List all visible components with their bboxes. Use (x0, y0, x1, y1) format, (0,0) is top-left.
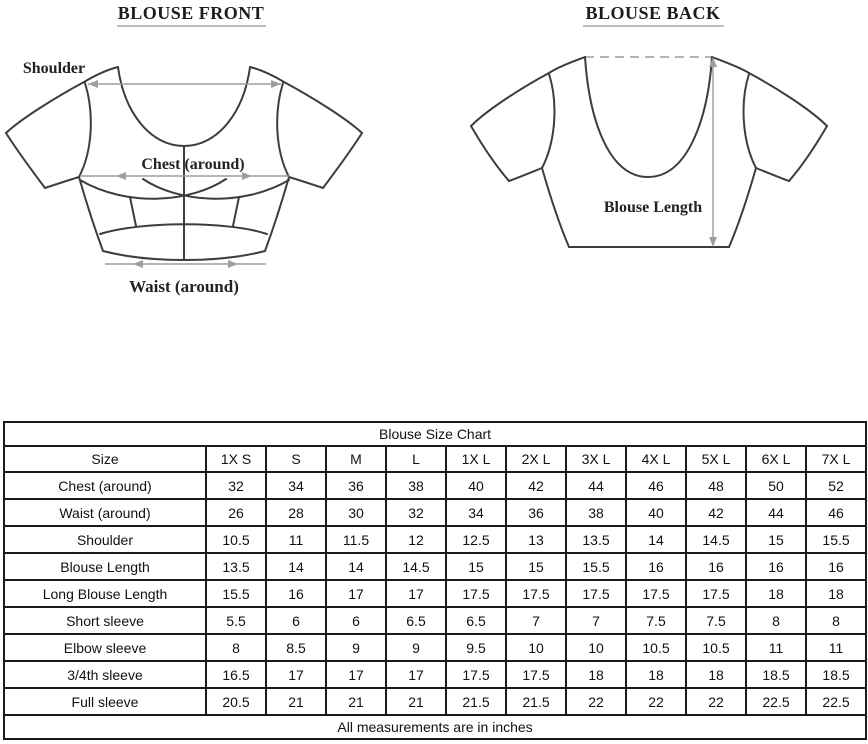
front-right-armhole (277, 83, 289, 177)
table-cell: 9.5 (446, 634, 506, 661)
shoulder-arrowhead-left-icon (88, 80, 98, 88)
back-blouse-drawing (471, 57, 827, 247)
table-cell: 17.5 (446, 661, 506, 688)
table-cell: 14 (266, 553, 326, 580)
table-cell: 15 (506, 553, 566, 580)
header-cell: 1X L (446, 446, 506, 472)
back-measurements (709, 57, 717, 247)
table-cell: 6 (266, 607, 326, 634)
table-cell: 9 (386, 634, 446, 661)
table-cell: 18 (626, 661, 686, 688)
table-cell: 18 (806, 580, 866, 607)
front-right-bust-seam (143, 179, 289, 199)
chest-label: Chest (around) (141, 156, 245, 173)
row-label: Chest (around) (4, 472, 206, 499)
table-cell: 42 (686, 499, 746, 526)
back-left-armhole (542, 74, 554, 168)
table-cell: 46 (626, 472, 686, 499)
table-cell: 48 (686, 472, 746, 499)
header-cell: 4X L (626, 446, 686, 472)
table-cell: 22 (566, 688, 626, 715)
table-cell: 8 (746, 607, 806, 634)
table-row (4, 553, 866, 580)
table-cell: 6 (326, 607, 386, 634)
table-cell: 20.5 (206, 688, 266, 715)
back-neckline (585, 57, 712, 177)
header-cell: 2X L (506, 446, 566, 472)
front-left-dart (130, 197, 136, 226)
waist-arrowhead-right-icon (228, 260, 238, 268)
waist-arrowhead-left-icon (133, 260, 143, 268)
table-row (4, 472, 866, 499)
table-cell: 9 (326, 634, 386, 661)
table-cell: 7.5 (686, 607, 746, 634)
table-cell: 7.5 (626, 607, 686, 634)
table-cell: 10 (506, 634, 566, 661)
table-footer-row (4, 715, 866, 739)
table-footer-note: All measurements are in inches (4, 715, 866, 739)
header-cell: M (326, 446, 386, 472)
front-left-armhole (79, 83, 91, 177)
table-cell: 6.5 (446, 607, 506, 634)
front-right-sleeve-edge (323, 133, 362, 188)
table-cell: 7 (566, 607, 626, 634)
table-cell: 17.5 (506, 661, 566, 688)
table-cell: 17.5 (506, 580, 566, 607)
table-cell: 16 (266, 580, 326, 607)
table-cell: 14.5 (686, 526, 746, 553)
table-cell: 11.5 (326, 526, 386, 553)
table-cell: 17 (386, 661, 446, 688)
row-label: Elbow sleeve (4, 634, 206, 661)
table-cell: 10.5 (206, 526, 266, 553)
back-right-sleeve-edge (789, 126, 827, 181)
table-title: Blouse Size Chart (4, 422, 866, 446)
back-diagram-title: BLOUSE BACK (585, 3, 721, 23)
table-cell: 22.5 (806, 688, 866, 715)
table-cell: 17.5 (566, 580, 626, 607)
back-left-body-side (542, 168, 569, 247)
table-cell: 13.5 (206, 553, 266, 580)
table-cell: 36 (506, 499, 566, 526)
row-label: Short sleeve (4, 607, 206, 634)
table-row (4, 607, 866, 634)
row-label: Blouse Length (4, 553, 206, 580)
table-cell: 16.5 (206, 661, 266, 688)
table-cell: 22 (626, 688, 686, 715)
header-cell: 1X S (206, 446, 266, 472)
front-left-bust-seam (80, 179, 226, 199)
table-row (4, 688, 866, 715)
table-cell: 11 (746, 634, 806, 661)
back-right-sleeve-hem (756, 168, 789, 181)
front-right-sleeve-hem (289, 177, 323, 188)
front-diagram-title: BLOUSE FRONT (117, 3, 265, 23)
chest-arrowhead-right-icon (242, 172, 252, 180)
row-label: Long Blouse Length (4, 580, 206, 607)
back-right-sleeve-outer (749, 73, 827, 126)
table-cell: 11 (806, 634, 866, 661)
table-cell: 32 (386, 499, 446, 526)
table-cell: 15 (746, 526, 806, 553)
table-cell: 44 (566, 472, 626, 499)
table-cell: 16 (686, 553, 746, 580)
back-right-armhole (744, 74, 756, 168)
row-label: Shoulder (4, 526, 206, 553)
table-cell: 14 (326, 553, 386, 580)
table-cell: 18 (566, 661, 626, 688)
table-cell: 17 (266, 661, 326, 688)
table-cell: 21.5 (506, 688, 566, 715)
table-cell: 40 (446, 472, 506, 499)
table-cell: 14.5 (386, 553, 446, 580)
row-label: Waist (around) (4, 499, 206, 526)
table-cell: 32 (206, 472, 266, 499)
table-row (4, 661, 866, 688)
header-cell: 3X L (566, 446, 626, 472)
table-cell: 21 (386, 688, 446, 715)
table-cell: 18.5 (746, 661, 806, 688)
back-right-shoulder-seam (712, 57, 749, 73)
back-left-sleeve-outer (471, 73, 549, 126)
chest-arrowhead-left-icon (116, 172, 126, 180)
table-cell: 15.5 (806, 526, 866, 553)
table-cell: 26 (206, 499, 266, 526)
table-cell: 15.5 (566, 553, 626, 580)
front-right-shoulder-seam (250, 67, 284, 82)
table-cell: 14 (626, 526, 686, 553)
table-cell: 34 (446, 499, 506, 526)
table-cell: 7 (506, 607, 566, 634)
shoulder-arrowhead-right-icon (271, 80, 281, 88)
header-cell: 5X L (686, 446, 746, 472)
table-cell: 17.5 (626, 580, 686, 607)
header-cell: Size (4, 446, 206, 472)
table-cell: 12.5 (446, 526, 506, 553)
table-cell: 16 (806, 553, 866, 580)
front-neckline (118, 67, 250, 146)
blouse-length-arrowhead-bottom-icon (709, 237, 717, 247)
table-row (4, 580, 866, 607)
table-row (4, 499, 866, 526)
table-cell: 44 (746, 499, 806, 526)
table-cell: 21 (326, 688, 386, 715)
table-cell: 30 (326, 499, 386, 526)
table-cell: 5.5 (206, 607, 266, 634)
table-cell: 36 (326, 472, 386, 499)
back-right-body-side (729, 168, 756, 247)
front-right-dart (233, 197, 239, 226)
waist-label: Waist (around) (129, 277, 239, 296)
front-right-body-side (265, 177, 289, 251)
table-cell: 13 (506, 526, 566, 553)
row-label: 3/4th sleeve (4, 661, 206, 688)
header-cell: 6X L (746, 446, 806, 472)
table-cell: 15.5 (206, 580, 266, 607)
front-right-sleeve-outer (284, 82, 362, 133)
table-cell: 17.5 (446, 580, 506, 607)
table-cell: 17 (326, 661, 386, 688)
table-cell: 10.5 (626, 634, 686, 661)
shoulder-label: Shoulder (22, 60, 86, 77)
size-chart-table (3, 421, 867, 740)
table-cell: 18 (746, 580, 806, 607)
table-cell: 38 (386, 472, 446, 499)
header-cell: L (386, 446, 446, 472)
front-left-sleeve-outer (6, 82, 84, 133)
table-cell: 50 (746, 472, 806, 499)
table-cell: 22 (686, 688, 746, 715)
table-cell: 42 (506, 472, 566, 499)
table-cell: 18 (686, 661, 746, 688)
table-cell: 52 (806, 472, 866, 499)
table-cell: 6.5 (386, 607, 446, 634)
table-cell: 40 (626, 499, 686, 526)
header-cell: 7X L (806, 446, 866, 472)
table-cell: 10 (566, 634, 626, 661)
table-cell: 10.5 (686, 634, 746, 661)
table-cell: 16 (626, 553, 686, 580)
table-cell: 21.5 (446, 688, 506, 715)
table-row (4, 526, 866, 553)
front-left-sleeve-edge (6, 133, 45, 188)
table-cell: 34 (266, 472, 326, 499)
table-cell: 16 (746, 553, 806, 580)
table-cell: 15 (446, 553, 506, 580)
table-cell: 38 (566, 499, 626, 526)
table-cell: 12 (386, 526, 446, 553)
front-left-sleeve-hem (45, 177, 79, 188)
table-cell: 46 (806, 499, 866, 526)
row-label: Full sleeve (4, 688, 206, 715)
front-left-body-side (79, 177, 103, 251)
table-cell: 21 (266, 688, 326, 715)
table-cell: 17 (326, 580, 386, 607)
front-left-shoulder-seam (84, 67, 118, 82)
table-cell: 11 (266, 526, 326, 553)
blouse-length-label: Blouse Length (603, 199, 703, 216)
back-left-shoulder-seam (549, 57, 585, 73)
table-cell: 8 (206, 634, 266, 661)
table-cell: 17 (386, 580, 446, 607)
table-cell: 22.5 (746, 688, 806, 715)
table-header-row (4, 446, 866, 472)
back-left-sleeve-edge (471, 126, 509, 181)
back-left-sleeve-hem (509, 168, 542, 181)
table-cell: 17.5 (686, 580, 746, 607)
table-cell: 18.5 (806, 661, 866, 688)
table-cell: 28 (266, 499, 326, 526)
header-cell: S (266, 446, 326, 472)
table-cell: 8 (806, 607, 866, 634)
table-cell: 13.5 (566, 526, 626, 553)
table-row (4, 634, 866, 661)
table-cell: 8.5 (266, 634, 326, 661)
table-title-row (4, 422, 866, 446)
